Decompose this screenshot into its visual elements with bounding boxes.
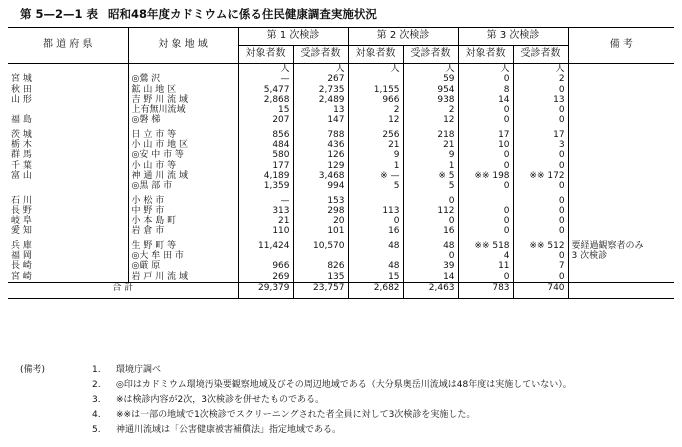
- prefecture-cell: 群 馬: [11, 150, 32, 161]
- exam1-examinees-cell: 135: [293, 272, 348, 283]
- header-exam2-target: 対象者数: [348, 46, 403, 64]
- exam3-target-cell: [458, 196, 513, 206]
- exam1-target-cell: [238, 251, 293, 261]
- exam3-examinees-cell: 0: [513, 105, 568, 115]
- prefecture-cell: 岐 阜: [11, 216, 32, 227]
- prefecture-cell: 栃 木: [11, 140, 32, 151]
- table-row: [8, 261, 674, 271]
- exam1-examinees-cell: 13: [293, 105, 348, 115]
- total-exam3-examinees: 740: [513, 282, 568, 298]
- exam1-examinees-cell: [293, 251, 348, 261]
- remarks-cell: [568, 206, 674, 216]
- exam2-examinees-cell: 0: [403, 196, 458, 206]
- exam2-target-cell: [348, 74, 403, 84]
- exam3-target-cell: 8: [458, 85, 513, 95]
- table-row: [8, 85, 674, 95]
- exam2-target-cell: 5: [348, 181, 403, 191]
- header-exam2-examinees: 受診者数: [403, 46, 458, 64]
- remarks-cell: [568, 85, 674, 95]
- table-body: [8, 64, 674, 283]
- exam1-examinees-cell: 126: [293, 150, 348, 160]
- table-row: [8, 196, 674, 206]
- note-text: ※※は一部の地域で1次検診でスクリーニングされた者全員に対して3次検診を実施した。: [116, 410, 476, 420]
- area-cell: 中 野 市: [128, 206, 238, 216]
- note-text: ◎印はカドミウム環境汚染要観察地域及びその周辺地域である（大分県奥岳川流域は48年度は実施していない）。: [116, 380, 572, 390]
- exam2-examinees-cell: 5: [403, 181, 458, 191]
- exam2-target-cell: [348, 251, 403, 261]
- table-row: [8, 161, 674, 171]
- header-exam1: 第 1 次検診: [238, 28, 348, 46]
- remarks-cell: [568, 130, 674, 140]
- table-title: [20, 6, 377, 22]
- exam1-examinees-cell: 20: [293, 216, 348, 226]
- header-remarks: 備 考: [568, 28, 674, 64]
- exam2-target-cell: 21: [348, 140, 403, 150]
- table-row: [8, 105, 674, 115]
- table-row: [8, 241, 674, 251]
- prefecture-cell: 兵 庫: [11, 240, 32, 251]
- exam1-target-cell: —: [238, 196, 293, 206]
- remarks-cell: [568, 216, 674, 226]
- unit-label: 人: [348, 64, 403, 75]
- note-number: 4.: [92, 410, 101, 420]
- exam2-target-cell: 12: [348, 115, 403, 125]
- note-item: [20, 408, 572, 423]
- prefecture-cell: 愛 知: [11, 226, 32, 237]
- exam3-target-cell: 0: [458, 226, 513, 236]
- exam1-target-cell: 1,359: [238, 181, 293, 191]
- exam1-examinees-cell: 267: [293, 74, 348, 84]
- exam1-target-cell: 4,189: [238, 171, 293, 181]
- exam1-examinees-cell: 3,468: [293, 171, 348, 181]
- exam2-target-cell: 113: [348, 206, 403, 216]
- remarks-cell: [568, 105, 674, 115]
- table-row: [8, 95, 674, 105]
- prefecture-cell: 宮 城: [11, 74, 32, 85]
- exam1-examinees-cell: 101: [293, 226, 348, 236]
- exam2-examinees-cell: 1: [403, 161, 458, 171]
- total-row: [8, 282, 674, 298]
- area-cell: ◎厳 原: [128, 261, 238, 271]
- exam2-target-cell: 1,155: [348, 85, 403, 95]
- exam3-examinees-cell: 0: [513, 272, 568, 283]
- prefecture-cell: 宮 崎: [11, 271, 32, 282]
- unit-label: 人: [458, 64, 513, 75]
- table-row: [8, 115, 674, 125]
- exam1-examinees-cell: 147: [293, 115, 348, 125]
- exam1-target-cell: 313: [238, 206, 293, 216]
- note-number: 3.: [92, 395, 101, 405]
- exam3-examinees-cell: 0: [513, 216, 568, 226]
- exam1-target-cell: 177: [238, 161, 293, 171]
- exam1-examinees-cell: 129: [293, 161, 348, 171]
- exam3-examinees-cell: 0: [513, 226, 568, 236]
- remarks-cell: [568, 150, 674, 160]
- remarks-cell: [568, 261, 674, 271]
- prefecture-cell: 長 崎: [11, 261, 32, 272]
- total-exam2-target: 2,682: [348, 282, 403, 298]
- exam3-target-cell: 0: [458, 206, 513, 216]
- exam3-examinees-cell: 17: [513, 130, 568, 140]
- area-cell: ◎安 中 市 等: [128, 150, 238, 160]
- table-row: [8, 181, 674, 191]
- exam3-target-cell: 0: [458, 150, 513, 160]
- note-text: 環境庁調べ: [116, 365, 162, 375]
- total-exam1-examinees: 23,757: [293, 282, 348, 298]
- table-row: [8, 226, 674, 236]
- exam2-examinees-cell: 21: [403, 140, 458, 150]
- total-exam3-target: 783: [458, 282, 513, 298]
- area-cell: 小 山 市 地 区: [128, 140, 238, 150]
- exam1-target-cell: 856: [238, 130, 293, 140]
- area-cell: 神 通 川 流 域: [128, 171, 238, 181]
- prefecture-cell: 山 形: [11, 94, 32, 105]
- remarks-cell: [568, 161, 674, 171]
- remarks-cell: [568, 181, 674, 191]
- exam3-examinees-cell: 13: [513, 95, 568, 105]
- exam1-examinees-cell: 994: [293, 181, 348, 191]
- exam2-target-cell: ※ —: [348, 171, 403, 181]
- exam2-examinees-cell: ※ 5: [403, 171, 458, 181]
- prefecture-cell: [8, 105, 128, 115]
- exam3-target-cell: 0: [458, 115, 513, 125]
- area-cell: ◎黒 部 市: [128, 181, 238, 191]
- table-row: [8, 272, 674, 283]
- exam1-examinees-cell: 2,735: [293, 85, 348, 95]
- table-row: [8, 251, 674, 261]
- area-cell: 生 野 町 等: [128, 241, 238, 251]
- remarks-cell: [568, 140, 674, 150]
- exam3-target-cell: 14: [458, 95, 513, 105]
- exam2-target-cell: 48: [348, 241, 403, 251]
- area-cell: 小 松 市: [128, 196, 238, 206]
- exam3-examinees-cell: 2: [513, 74, 568, 84]
- exam2-examinees-cell: 0: [403, 216, 458, 226]
- table-title-text: 昭和48年度カドミウムに係る住民健康調査実施状況: [108, 7, 377, 21]
- note-number: 5.: [92, 425, 101, 435]
- header-prefecture: 都 道 府 県: [8, 28, 128, 64]
- area-cell: 小 本 島 町: [128, 216, 238, 226]
- note-item: [20, 423, 572, 438]
- exam2-examinees-cell: 0: [403, 251, 458, 261]
- table-row: [8, 74, 674, 84]
- exam3-examinees-cell: 0: [513, 251, 568, 261]
- unit-label: 人: [293, 64, 348, 75]
- exam1-examinees-cell: 788: [293, 130, 348, 140]
- header-exam3: 第 3 次検診: [458, 28, 568, 46]
- exam1-examinees-cell: 10,570: [293, 241, 348, 251]
- exam1-examinees-cell: 826: [293, 261, 348, 271]
- area-cell: 岩 倉 市: [128, 226, 238, 236]
- table-row: [8, 130, 674, 140]
- header-exam3-target: 対象者数: [458, 46, 513, 64]
- remarks-cell: [568, 115, 674, 125]
- exam3-examinees-cell: ※※ 512: [513, 241, 568, 251]
- remarks-cell: [568, 74, 674, 84]
- exam3-examinees-cell: ※※ 172: [513, 171, 568, 181]
- prefecture-cell: 千 葉: [11, 160, 32, 171]
- exam1-target-cell: 2,868: [238, 95, 293, 105]
- total-exam2-examinees: 2,463: [403, 282, 458, 298]
- exam2-target-cell: 15: [348, 272, 403, 283]
- table-row: [8, 216, 674, 226]
- area-cell: 鉱 山 地 区: [128, 85, 238, 95]
- area-cell: 小 山 市 等: [128, 161, 238, 171]
- exam2-examinees-cell: 16: [403, 226, 458, 236]
- exam3-examinees-cell: 0: [513, 150, 568, 160]
- exam1-target-cell: 5,477: [238, 85, 293, 95]
- table-row: [8, 206, 674, 216]
- note-text: ※は検診内容が2次，3次検診を併せたものである。: [116, 395, 324, 405]
- area-cell: ◎大 牟 田 市: [128, 251, 238, 261]
- exam3-examinees-cell: 3: [513, 140, 568, 150]
- note-number: 2.: [92, 380, 101, 390]
- exam3-examinees-cell: 0: [513, 161, 568, 171]
- exam3-examinees-cell: 0: [513, 181, 568, 191]
- exam3-target-cell: 0: [458, 181, 513, 191]
- header-exam2: 第 2 次検診: [348, 28, 458, 46]
- exam1-examinees-cell: 298: [293, 206, 348, 216]
- exam2-target-cell: 16: [348, 226, 403, 236]
- area-cell: 吉 野 川 流 域: [128, 95, 238, 105]
- exam2-examinees-cell: 938: [403, 95, 458, 105]
- unit-label: 人: [238, 64, 293, 75]
- exam2-target-cell: 2: [348, 105, 403, 115]
- exam1-target-cell: 484: [238, 140, 293, 150]
- remarks-cell: [568, 226, 674, 236]
- exam2-target-cell: 9: [348, 150, 403, 160]
- notes-list: [20, 363, 572, 438]
- exam1-examinees-cell: 436: [293, 140, 348, 150]
- area-cell: 岩 戸 川 流 域: [128, 272, 238, 283]
- prefecture-cell: 秋 田: [11, 84, 32, 95]
- table-row: [8, 171, 674, 181]
- exam3-target-cell: 17: [458, 130, 513, 140]
- area-cell: ◎鶯 沢: [128, 74, 238, 84]
- notes: [20, 363, 572, 438]
- notes-key: (備考): [20, 365, 46, 375]
- exam2-examinees-cell: 954: [403, 85, 458, 95]
- exam1-target-cell: 580: [238, 150, 293, 160]
- prefecture-cell: 富 山: [11, 170, 32, 181]
- exam2-examinees-cell: 218: [403, 130, 458, 140]
- total-exam1-target: 29,379: [238, 282, 293, 298]
- note-item: [20, 393, 572, 408]
- health-survey-table: [8, 27, 674, 299]
- exam2-target-cell: 966: [348, 95, 403, 105]
- prefecture-cell: 福 島: [11, 115, 32, 126]
- exam3-target-cell: 10: [458, 140, 513, 150]
- exam1-target-cell: 966: [238, 261, 293, 271]
- exam3-target-cell: 0: [458, 161, 513, 171]
- remarks-cell: 3 次検診: [568, 251, 674, 261]
- exam3-target-cell: 0: [458, 272, 513, 283]
- total-label: 合 計: [8, 282, 238, 298]
- exam2-target-cell: 1: [348, 161, 403, 171]
- exam2-examinees-cell: 48: [403, 241, 458, 251]
- table-row: [8, 150, 674, 160]
- note-item: [20, 378, 572, 393]
- exam1-target-cell: 207: [238, 115, 293, 125]
- exam2-examinees-cell: 9: [403, 150, 458, 160]
- table-number: 第 5—2—1 表: [20, 7, 99, 21]
- exam3-examinees-cell: 0: [513, 206, 568, 216]
- exam2-examinees-cell: 39: [403, 261, 458, 271]
- exam1-target-cell: 15: [238, 105, 293, 115]
- remarks-cell: [568, 272, 674, 283]
- exam3-target-cell: 4: [458, 251, 513, 261]
- prefecture-cell: 長 野: [11, 205, 32, 216]
- remarks-cell: 要経過観察者のみ: [568, 241, 674, 251]
- note-item: [20, 363, 572, 378]
- exam3-examinees-cell: 0: [513, 85, 568, 95]
- exam1-target-cell: 110: [238, 226, 293, 236]
- remarks-cell: [568, 171, 674, 181]
- exam3-target-cell: 0: [458, 74, 513, 84]
- exam2-target-cell: 48: [348, 261, 403, 271]
- exam2-target-cell: [348, 196, 403, 206]
- exam1-examinees-cell: 2,489: [293, 95, 348, 105]
- exam1-target-cell: 11,424: [238, 241, 293, 251]
- unit-label: 人: [513, 64, 568, 75]
- remarks-cell: [568, 95, 674, 105]
- exam3-target-cell: ※※ 198: [458, 171, 513, 181]
- exam1-target-cell: —: [238, 74, 293, 84]
- prefecture-cell: 石 川: [11, 195, 32, 206]
- prefecture-cell: 茨 城: [11, 129, 32, 140]
- exam3-target-cell: ※※ 518: [458, 241, 513, 251]
- exam2-target-cell: 256: [348, 130, 403, 140]
- unit-label: 人: [403, 64, 458, 75]
- header-exam1-examinees: 受診者数: [293, 46, 348, 64]
- exam2-examinees-cell: 2: [403, 105, 458, 115]
- exam3-examinees-cell: 0: [513, 115, 568, 125]
- exam3-examinees-cell: 0: [513, 196, 568, 206]
- exam2-target-cell: 0: [348, 216, 403, 226]
- exam2-examinees-cell: 112: [403, 206, 458, 216]
- exam3-target-cell: 11: [458, 261, 513, 271]
- exam3-target-cell: 0: [458, 105, 513, 115]
- exam2-examinees-cell: 12: [403, 115, 458, 125]
- area-cell: 日 立 市 等: [128, 130, 238, 140]
- table-row: [8, 140, 674, 150]
- header-exam3-examinees: 受診者数: [513, 46, 568, 64]
- remarks-cell: [568, 196, 674, 206]
- area-cell: 上有無川流域: [128, 105, 238, 115]
- note-number: 1.: [92, 365, 101, 375]
- exam2-examinees-cell: 59: [403, 74, 458, 84]
- prefecture-cell: [8, 181, 128, 191]
- exam1-examinees-cell: 153: [293, 196, 348, 206]
- exam2-examinees-cell: 14: [403, 272, 458, 283]
- exam1-target-cell: 269: [238, 272, 293, 283]
- exam3-target-cell: 0: [458, 216, 513, 226]
- header-area: 対 象 地 域: [128, 28, 238, 64]
- note-text: 神通川流域は「公害健康被害補償法」指定地域である。: [116, 425, 342, 435]
- area-cell: ◎磐 梯: [128, 115, 238, 125]
- unit-row: [8, 64, 674, 75]
- header-exam1-target: 対象者数: [238, 46, 293, 64]
- exam1-target-cell: 21: [238, 216, 293, 226]
- exam3-examinees-cell: 7: [513, 261, 568, 271]
- prefecture-cell: 福 岡: [11, 251, 32, 262]
